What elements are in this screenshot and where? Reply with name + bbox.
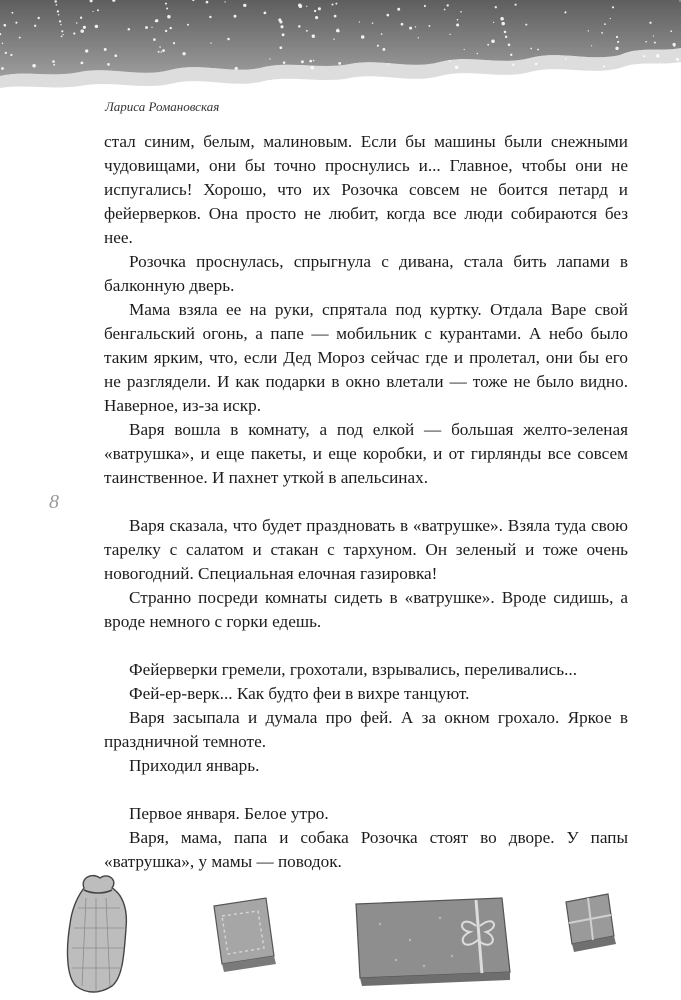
snowflake xyxy=(504,31,507,34)
snowflake xyxy=(95,25,98,28)
snowflake xyxy=(653,35,654,36)
snowflake xyxy=(658,63,661,66)
snowflake xyxy=(361,35,364,38)
snowflake xyxy=(210,42,211,43)
snowflake xyxy=(279,20,282,23)
paragraph: Фейерверки гремели, грохотали, взрывались, переливались... xyxy=(129,660,578,679)
snowflake xyxy=(500,17,504,21)
snowflake xyxy=(515,4,517,6)
snowflake xyxy=(81,62,84,65)
snowflake xyxy=(372,22,374,24)
paragraph: Странно посреди комнаты сидеть в «ватрушке». Вроде сидишь, а вроде немного с горки едешь. xyxy=(104,588,628,631)
snowy-sky-illustration xyxy=(0,0,681,92)
snowflake xyxy=(282,33,285,36)
snowflake xyxy=(377,45,379,47)
snowflake xyxy=(173,42,175,44)
paragraph: Приходил январь. xyxy=(129,756,260,775)
snowflake xyxy=(166,8,168,10)
snowflake xyxy=(382,48,385,51)
snowflake xyxy=(315,16,318,19)
snowflake xyxy=(182,52,185,55)
gift-sack-icon xyxy=(68,876,127,992)
snowflake xyxy=(227,38,230,41)
snowflake xyxy=(62,34,63,35)
snowflake xyxy=(679,0,680,1)
snowflake xyxy=(306,6,307,7)
paragraph: Варя засыпала и думала про фей. А за окном грохало. Яркое в праздничной темноте. xyxy=(104,708,628,751)
snowflake xyxy=(76,22,77,23)
snowflake xyxy=(4,24,7,27)
snowflake xyxy=(645,41,647,43)
snowflake xyxy=(61,36,63,38)
snowflake xyxy=(444,9,446,11)
snowflake xyxy=(337,30,340,33)
snowflake xyxy=(464,49,465,50)
snowflake xyxy=(381,33,383,35)
snowflake xyxy=(93,11,94,12)
section-spacer xyxy=(104,778,628,802)
snowflake xyxy=(243,4,246,7)
snowflake xyxy=(97,9,99,11)
snowflake xyxy=(107,63,110,66)
snowflake xyxy=(565,58,567,60)
snowflake xyxy=(564,11,566,13)
snowflake xyxy=(505,36,507,38)
snowflake xyxy=(61,30,63,32)
snowflake xyxy=(56,4,58,6)
snowflake xyxy=(283,61,286,64)
snowflake xyxy=(206,1,209,4)
snowflake xyxy=(616,36,618,38)
paragraph: Розочка проснулась, спрыгнула с дивана, стала бить лапами в балконную дверь. xyxy=(104,252,628,295)
snowflake xyxy=(165,30,167,32)
snowflake xyxy=(447,4,449,6)
snowflake xyxy=(58,14,60,16)
snowflake xyxy=(603,65,605,67)
snowflake xyxy=(449,34,450,35)
snowflake xyxy=(508,44,511,47)
snowflake xyxy=(359,21,360,22)
snowflake xyxy=(5,52,7,54)
snowflake xyxy=(591,45,592,46)
snowflake xyxy=(209,16,211,18)
paragraph: Фей-ер-верк... Как будто феи в вихре танцуют. xyxy=(129,684,470,703)
snowflake xyxy=(151,27,152,28)
snowflake xyxy=(80,29,84,32)
snowflake xyxy=(128,28,131,31)
snowflake xyxy=(493,22,494,23)
paragraph: Первое января. Белое утро. xyxy=(129,804,329,823)
snowflake xyxy=(601,32,603,34)
snowflake xyxy=(57,10,59,12)
gift-box-long-icon xyxy=(356,898,510,986)
snowflake xyxy=(643,55,645,57)
snowflake xyxy=(11,12,13,14)
snowflake xyxy=(309,60,312,63)
snowflake xyxy=(656,54,659,57)
snowflake xyxy=(59,20,61,22)
body-text xyxy=(104,130,628,874)
snowflake xyxy=(477,53,478,54)
snowflake xyxy=(187,24,189,26)
snowflake xyxy=(331,3,333,5)
running-header-author: Лариса Романовская xyxy=(105,99,220,114)
snowflake xyxy=(428,25,430,27)
snowflake xyxy=(670,30,672,32)
snowflake xyxy=(510,54,512,56)
snowflake xyxy=(264,12,267,15)
snowflake xyxy=(10,54,12,56)
snowflake xyxy=(38,17,40,19)
page-number: 8 xyxy=(49,491,59,513)
snowflake xyxy=(85,49,88,52)
snowflake xyxy=(52,60,55,63)
snowflake xyxy=(457,19,459,21)
snowflake xyxy=(313,60,314,61)
snowflake xyxy=(314,10,316,12)
snowflake xyxy=(449,60,451,62)
snowflake xyxy=(167,15,170,18)
snowflake xyxy=(224,1,225,2)
snowflake xyxy=(487,44,489,46)
snowflake xyxy=(334,15,337,18)
snowflake xyxy=(2,43,3,44)
snowflake xyxy=(387,14,390,17)
snowflake xyxy=(1,67,4,70)
snowflake xyxy=(15,22,17,24)
snowflake xyxy=(495,6,497,8)
gifts-illustration xyxy=(0,868,681,1000)
snowflake xyxy=(104,48,107,51)
snowflake xyxy=(153,38,156,41)
snowflake xyxy=(269,58,270,59)
snowflake xyxy=(397,8,400,11)
snowflake xyxy=(32,64,36,68)
snowflake xyxy=(145,26,148,29)
snowflake xyxy=(424,5,426,7)
snowflake xyxy=(617,41,619,43)
snowflake xyxy=(73,32,75,34)
snowflake xyxy=(588,30,589,31)
snowflake xyxy=(674,45,676,47)
snowflake xyxy=(501,22,504,25)
snowflake xyxy=(34,25,36,27)
snowflake xyxy=(160,51,162,53)
snowflake xyxy=(455,66,458,69)
snowflake xyxy=(80,17,82,19)
snowflake xyxy=(298,25,301,28)
snowflake xyxy=(333,39,334,40)
snowflake xyxy=(159,46,161,48)
snowflake xyxy=(312,35,315,38)
snowflake xyxy=(279,46,282,49)
snowflake xyxy=(162,49,165,52)
paragraph: Варя, мама, папа и собака Розочка стоят во дворе. У папы «ватрушка», у мамы — поводок. xyxy=(104,828,628,871)
section-spacer xyxy=(104,490,628,514)
paragraph: Мама взяла ее на руки, спрятала под куртку. Отдала Варе свой бенгальский огонь, а папе — мобильник с курантами. А небо было таким ярким, что, если Дед Мороз сейчас где и пролетал, они бы его не разглядели. И как подарки в окно влетали — тоже не было видно. Наверное, из-за искр. xyxy=(104,300,628,415)
snowflake xyxy=(530,48,532,50)
snowflake xyxy=(654,42,656,44)
snowflake xyxy=(460,11,462,13)
snowflake xyxy=(676,58,679,61)
snowflake xyxy=(537,49,539,51)
snowflake xyxy=(158,51,160,53)
snowflake xyxy=(60,24,61,25)
snowflake xyxy=(388,63,389,64)
snowflake xyxy=(456,24,459,27)
snowflake xyxy=(234,15,237,18)
snowflake xyxy=(525,24,527,26)
snowflake xyxy=(306,30,308,32)
snowflake xyxy=(298,4,302,8)
snowflake xyxy=(604,23,606,25)
snowflake xyxy=(83,26,86,29)
snowflake xyxy=(401,23,404,26)
snowflake xyxy=(338,62,341,65)
snowflake xyxy=(415,26,416,27)
snowflake xyxy=(311,66,314,69)
snowflake xyxy=(280,25,283,28)
snowflake xyxy=(19,37,21,39)
snowflake xyxy=(53,64,55,66)
snowflake xyxy=(649,22,651,24)
snowflake xyxy=(54,0,56,2)
snowflake xyxy=(335,3,337,5)
snowflake xyxy=(610,18,611,19)
snowflake xyxy=(612,6,614,8)
gift-box-cube-icon xyxy=(566,894,616,952)
snowflake xyxy=(318,7,321,10)
snowflake xyxy=(409,27,412,30)
snowflake xyxy=(235,67,238,70)
snowflake xyxy=(615,47,618,50)
snowflake xyxy=(418,37,419,38)
snowflake xyxy=(115,54,118,57)
paragraph: Варя вошла в комнату, а под елкой — большая желто-зеленая «ватрушка», и еще пакеты, и еще коробки, и от гирлянды все совсем таинственное. И пахнет уткой в апельсинах. xyxy=(104,420,628,487)
snowflake xyxy=(491,39,495,43)
paragraph: стал синим, белым, малиновым. Если бы машины были снежными чудовищами, они бы точно проснулись и... Главное, чтобы они не испугались! Хорошо, что их Розочка совсем не боится петард и фейерверков. Она просто не любит, когда все люди собираются без нее. xyxy=(104,132,628,247)
snowflake xyxy=(165,3,167,5)
section-spacer xyxy=(104,634,628,658)
snowflake xyxy=(535,63,538,66)
snowflake xyxy=(301,60,304,63)
paragraph: Варя сказала, что будет праздновать в «ватрушке». Взяла туда свою тарелку с салатом и стакан с тархуном. Он зеленый и тоже очень новогодний. Специальная елочная газировка! xyxy=(104,516,628,583)
snowflake xyxy=(155,20,157,22)
gift-box-small-icon xyxy=(214,898,276,972)
snowflake xyxy=(169,27,171,29)
snowflake xyxy=(512,64,514,66)
